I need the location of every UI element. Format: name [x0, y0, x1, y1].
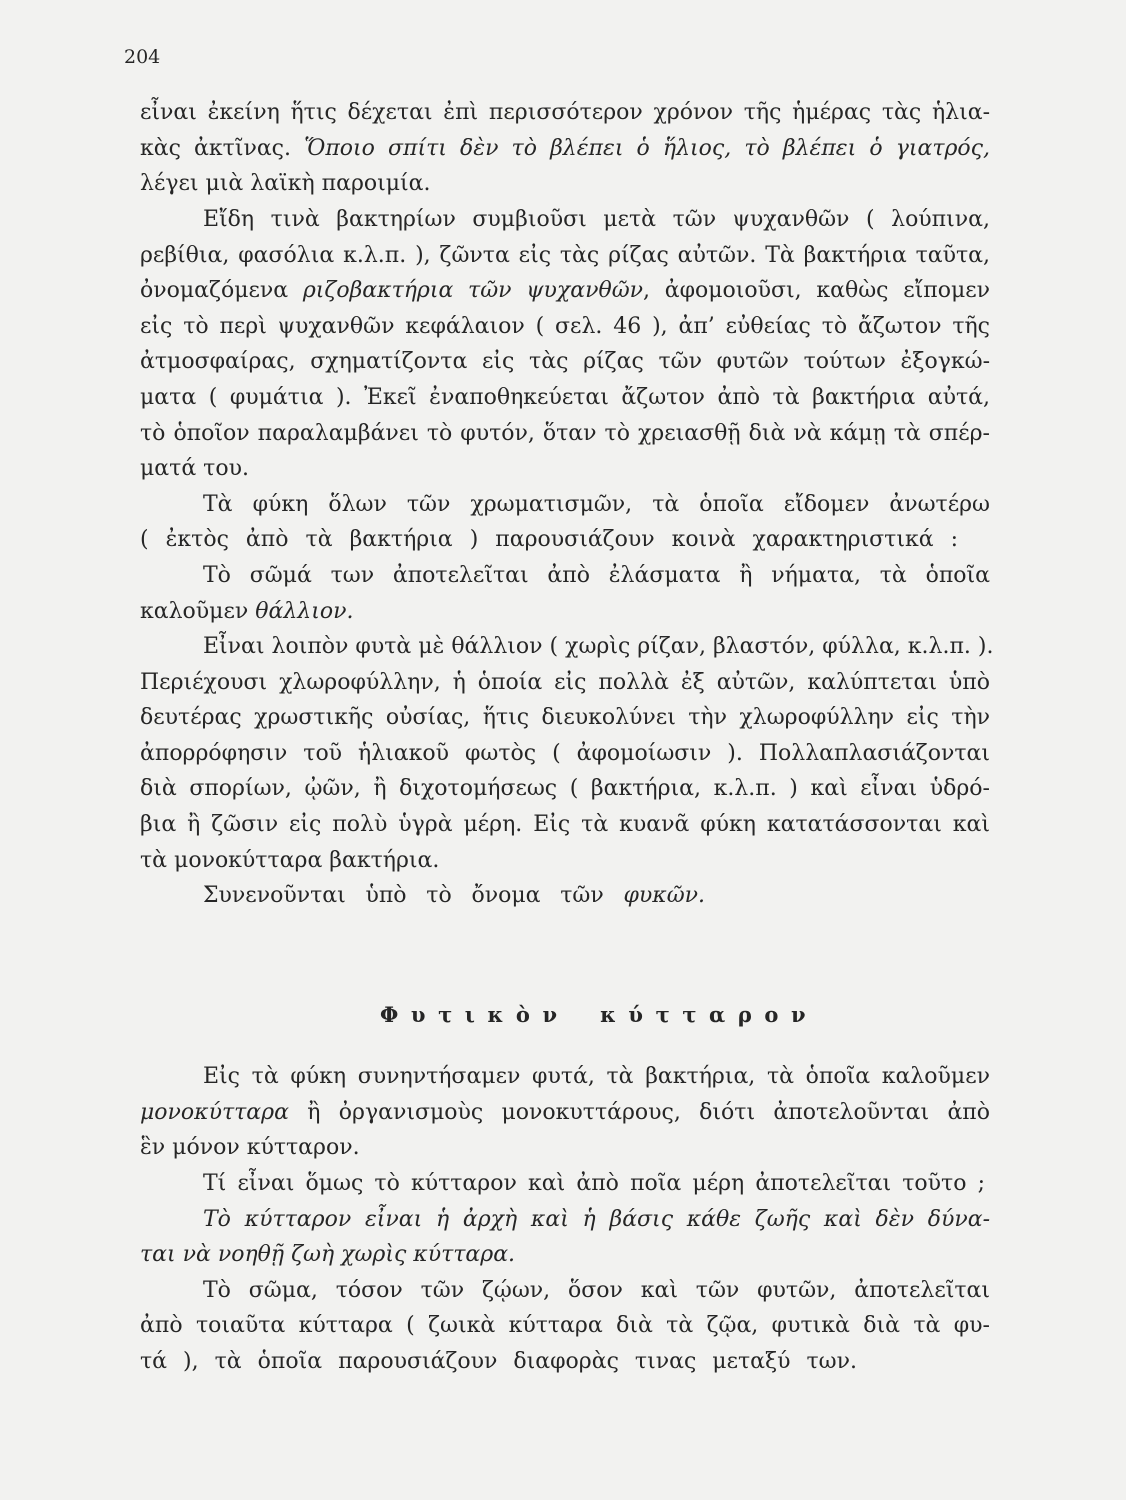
text-line: [140, 273, 990, 309]
text-line: [140, 1273, 990, 1309]
line-text: λέγει μιὰ λαϊκὴ παροιμία.: [140, 171, 431, 197]
text-line: [140, 843, 990, 879]
text-line: [140, 1130, 990, 1166]
line-text: ἢ ὀργανισμοὺς μονοκυττάρους, διότι ἀποτελοῦνται ἀπὸ: [288, 1099, 990, 1125]
italic-text: μονοκύτταρα: [140, 1099, 289, 1125]
text-line: [140, 238, 990, 274]
line-text: ( ἐκτὸς ἀπὸ τὰ βακτήρια ) παρουσιάζουν κοινὰ χαρακτηριστικά :: [140, 527, 958, 553]
text-line: [140, 558, 990, 594]
line-text: ὀνομαζόμενα: [140, 278, 303, 304]
text-line: [140, 166, 990, 202]
line-text: Τί εἶναι ὅμως τὸ κύτταρον καὶ ἀπὸ ποῖα μέρη ἀποτελεῖται τοῦτο ;: [203, 1170, 985, 1196]
line-text: Τὰ φύκη ὅλων τῶν χρωματισμῶν, τὰ ὁποῖα εἴδομεν ἀνωτέρω: [203, 491, 990, 517]
text-line: [140, 1344, 990, 1380]
line-text: καλοῦμεν: [140, 598, 256, 624]
line-text: Περιέχουσι χλωροφύλλην, ἡ ὁποία εἰς πολλὰ ἐξ αὐτῶν, καλύπτεται ὑπὸ: [140, 669, 990, 695]
text-line: [140, 1237, 990, 1273]
text-line: [140, 771, 990, 807]
text-column-lower: [140, 1059, 990, 1379]
text-line: [140, 380, 990, 416]
line-text: ματα ( φυμάτια ). Ἐκεῖ ἐναποθηκεύεται ἄζωτον ἀπὸ τὰ βακτήρια αὐτά,: [140, 384, 990, 410]
italic-text: Τὸ κύτταρον εἶναι ἡ ἀρχὴ καὶ ἡ βάσις κάθε ζωῆς καὶ δὲν δύνα-: [203, 1206, 990, 1232]
line-text: δευτέρας χρωστικῆς οὐσίας, ἥτις διευκολύνει τὴν χλωροφύλλην εἰς τὴν: [140, 705, 990, 731]
text-line: [140, 1308, 990, 1344]
paragraph: [140, 95, 990, 202]
text-line: [140, 1095, 990, 1131]
line-text: εἶναι ἐκείνη ἥτις δέχεται ἐπὶ περισσότερον χρόνον τῆς ἡμέρας τὰς ἡλια-: [140, 100, 990, 126]
text-line: [140, 522, 990, 558]
line-text: ἓν μόνον κύτταρον.: [140, 1135, 360, 1161]
text-line: [140, 665, 990, 701]
page-number: 204: [124, 46, 161, 68]
text-line: [140, 629, 994, 665]
text-line: [140, 1059, 990, 1095]
paragraph: [140, 1273, 990, 1380]
line-text: εἰς τὸ περὶ ψυχανθῶν κεφάλαιον ( σελ. 46 ), ἀπ’ εὐθείας τὸ ἄζωτον τῆς: [140, 313, 990, 339]
text-line: [140, 344, 990, 380]
line-text: Εἴδη τινὰ βακτηρίων συμβιοῦσι μετὰ τῶν ψυχανθῶν ( λούπινα,: [203, 206, 990, 232]
paragraph: [140, 1059, 990, 1166]
text-line: [140, 451, 990, 487]
line-text: , ἀφομοιοῦσι, καθὼς εἴπομεν: [643, 278, 991, 304]
line-text: διὰ σπορίων, ᾠῶν, ἢ διχοτομήσεως ( βακτήρια, κ.λ.π. ) καὶ εἶναι ὑδρό-: [140, 776, 990, 802]
line-text: Εἶναι λοιπὸν φυτὰ μὲ θάλλιον ( χωρὶς ρίζαν, βλαστόν, φύλλα, κ.λ.π. ).: [203, 634, 994, 660]
paragraph: [140, 1202, 990, 1273]
line-text: Τὸ σῶμά των ἀποτελεῖται ἀπὸ ἐλάσματα ἢ νήματα, τὰ ὁποῖα: [203, 562, 990, 588]
italic-text: ται νὰ νοηθῇ ζωὴ χωρὶς κύτταρα.: [140, 1242, 516, 1268]
paragraph: [140, 629, 994, 878]
italic-text: θάλλιον.: [255, 598, 354, 624]
paragraph: [140, 487, 990, 558]
text-line: [140, 736, 990, 772]
line-text: κὰς ἀκτῖνας.: [140, 135, 305, 161]
line-text: ματά του.: [140, 456, 249, 482]
text-line: [140, 131, 990, 167]
line-text: τὰ μονοκύτταρα βακτήρια.: [140, 847, 440, 873]
italic-text: ριζοβακτήρια τῶν ψυχανθῶν: [302, 278, 644, 304]
italic-text: Ὅποιο σπίτι δὲν τὸ βλέπει ὁ ἥλιος, τὸ βλέπει ὁ γιατρός,: [304, 135, 990, 161]
text-line: [140, 487, 990, 523]
text-column-upper: [140, 95, 994, 914]
text-line: [140, 95, 990, 131]
text-line: [140, 700, 990, 736]
line-text: ἀτμοσφαίρας, σχηματίζοντα εἰς τὰς ρίζας τῶν φυτῶν τούτων ἐξογκώ-: [140, 349, 990, 375]
line-text: ἀπὸ τοιαῦτα κύτταρα ( ζωικὰ κύτταρα διὰ τὰ ζῷα, φυτικὰ διὰ τὰ φυ-: [140, 1313, 990, 1339]
paragraph: [140, 202, 990, 487]
text-line: [140, 878, 990, 914]
line-text: τὸ ὁποῖον παραλαμβάνει τὸ φυτόν, ὅταν τὸ χρειασθῇ διὰ νὰ κάμῃ τὰ σπέρ-: [140, 420, 990, 446]
line-text: βια ἢ ζῶσιν εἰς πολὺ ὑγρὰ μέρη. Εἰς τὰ κυανᾶ φύκη κατατάσσονται καὶ: [140, 812, 990, 838]
line-text: Εἰς τὰ φύκη συνηντήσαμεν φυτά, τὰ βακτήρια, τὰ ὁποῖα καλοῦμεν: [203, 1064, 990, 1090]
line-text: Τὸ σῶμα, τόσον τῶν ζῴων, ὅσον καὶ τῶν φυτῶν, ἀποτελεῖται: [203, 1277, 990, 1303]
text-line: [140, 416, 990, 452]
text-line: [140, 309, 990, 345]
text-line: [140, 807, 990, 843]
section-heading: Φυτικὸν κύτταρον: [380, 1002, 819, 1027]
line-text: Συνενοῦνται ὑπὸ τὸ ὄνομα τῶν: [203, 883, 624, 909]
paragraph: [140, 878, 990, 914]
text-line: [140, 594, 990, 630]
text-line: [140, 1166, 990, 1202]
text-line: [140, 202, 990, 238]
line-text: ἀπορρόφησιν τοῦ ἡλιακοῦ φωτὸς ( ἀφομοίωσιν ). Πολλαπλασιάζονται: [140, 740, 990, 766]
line-text: ρεβίθια, φασόλια κ.λ.π. ), ζῶντα εἰς τὰς ρίζας αὐτῶν. Τὰ βακτήρια ταῦτα,: [140, 242, 990, 268]
paragraph: [140, 558, 990, 629]
italic-text: φυκῶν.: [623, 883, 705, 909]
text-line: [140, 1202, 990, 1238]
line-text: τά ), τὰ ὁποῖα παρουσιάζουν διαφορὰς τινας μεταξύ των.: [140, 1348, 857, 1374]
paragraph: [140, 1166, 990, 1202]
